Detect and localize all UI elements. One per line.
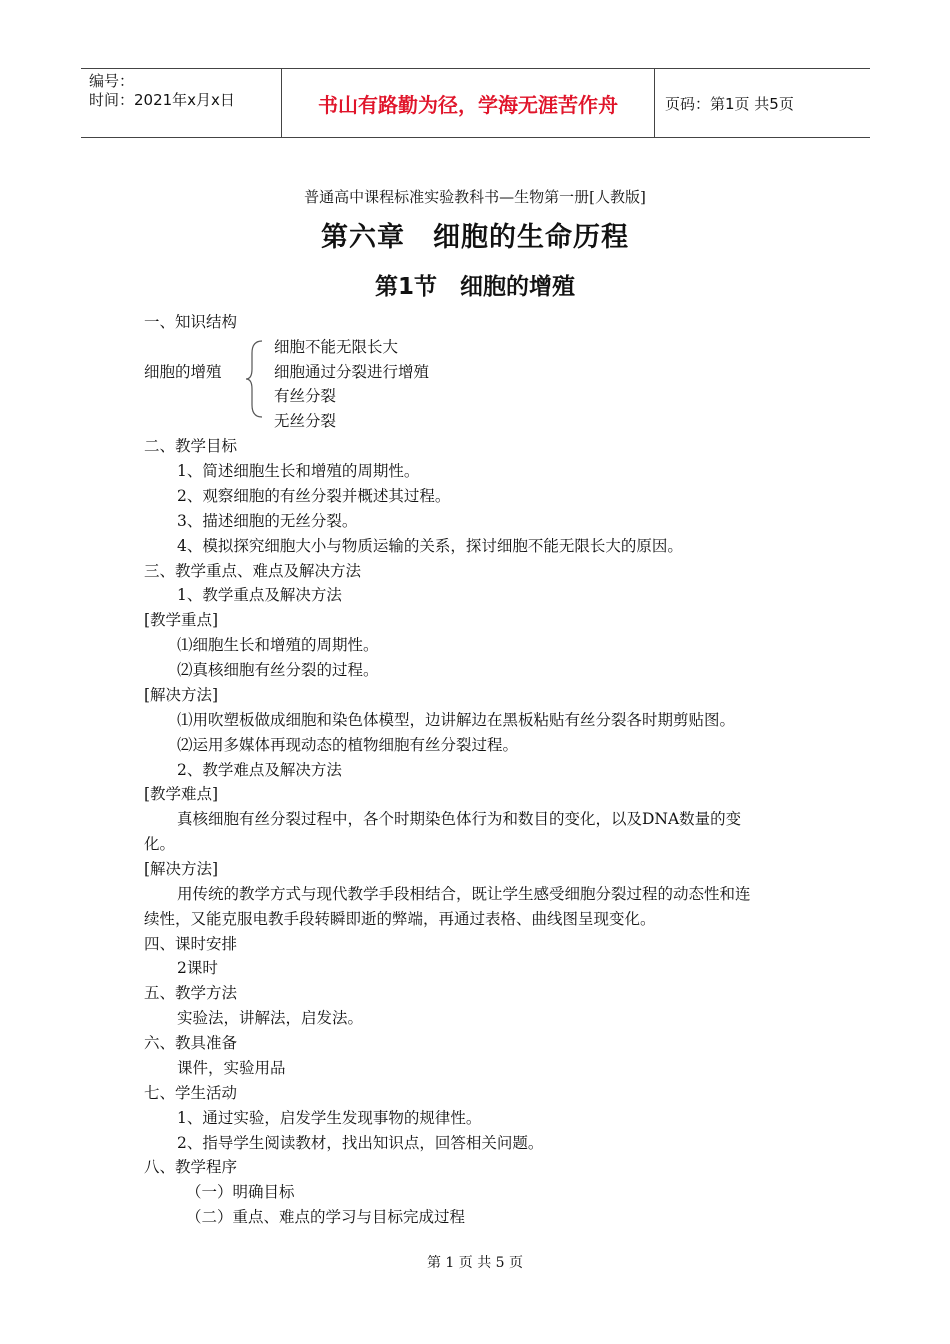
time-label: 时间：2021年x月x日 [89, 91, 235, 109]
goal-item: 2、观察细胞的有丝分裂并概述其过程。 [177, 487, 451, 505]
subheading-key: 1、教学重点及解决方法 [177, 586, 342, 604]
activity-item: 1、通过实验，启发学生发现事物的规律性。 [177, 1109, 482, 1127]
tree-item: 无丝分裂 [274, 412, 337, 430]
method-text: 用传统的教学方式与现代教学手段相结合，既让学生感受细胞分裂过程的动态性和连 [177, 885, 751, 903]
procedure-item: （二）重点、难点的学习与目标完成过程 [186, 1208, 466, 1226]
tools-text: 课件，实验用品 [177, 1059, 286, 1077]
activity-item: 2、指导学生阅读教材，找出知识点，回答相关问题。 [177, 1134, 544, 1152]
key-point: ⑴细胞生长和增殖的周期性。 [177, 636, 379, 654]
goal-item: 3、描述细胞的无丝分裂。 [177, 512, 358, 530]
chapter-title: 第六章 细胞的生命历程 [321, 222, 629, 253]
section-title: 第1节 细胞的增殖 [374, 274, 575, 300]
motto-text: 书山有路勤为径，学海无涯苦作舟 [318, 92, 618, 117]
tree-item: 细胞通过分裂进行增殖 [274, 363, 430, 381]
heading-tools: 六、教具准备 [144, 1034, 238, 1052]
page-footer: 第 1 页 共 5 页 [426, 1255, 524, 1271]
tree-item: 有丝分裂 [274, 387, 337, 405]
method-label: [解决方法] [144, 686, 219, 704]
heading-methods: 五、教学方法 [144, 984, 238, 1002]
difficult-text-cont: 化。 [144, 835, 176, 853]
page-info: 页码：第1页 共5页 [665, 94, 794, 113]
hours-text: 2课时 [177, 959, 218, 977]
heading-activities: 七、学生活动 [144, 1084, 238, 1102]
method-label: [解决方法] [144, 860, 219, 878]
motto-cell [282, 69, 655, 137]
methods-text: 实验法，讲解法，启发法。 [177, 1009, 364, 1027]
heading-procedure: 八、教学程序 [144, 1158, 238, 1176]
number-label: 编号： [89, 72, 135, 90]
brace-icon [244, 339, 264, 419]
page-info-cell [655, 69, 870, 137]
method-text-cont: 续性，又能克服电教手段转瞬即逝的弊端，再通过表格、曲线图呈现变化。 [144, 910, 656, 928]
key-label: [教学重点] [144, 611, 219, 629]
heading-goals: 二、教学目标 [144, 437, 238, 455]
procedure-item: （一）明确目标 [186, 1183, 295, 1201]
tree-item: 细胞不能无限长大 [274, 338, 399, 356]
method-item: ⑵运用多媒体再现动态的植物细胞有丝分裂过程。 [177, 736, 519, 754]
key-point: ⑵真核细胞有丝分裂的过程。 [177, 661, 379, 679]
tree-root: 细胞的增殖 [144, 363, 222, 381]
header-table [81, 68, 870, 138]
heading-key-difficult: 三、教学重点、难点及解决方法 [144, 562, 362, 580]
doc-subtitle: 普通高中课程标准实验教科书—生物第一册[人教版] [304, 188, 646, 206]
difficult-text: 真核细胞有丝分裂过程中，各个时期染色体行为和数目的变化，以及DNA数量的变 [177, 810, 742, 828]
subheading-difficult: 2、教学难点及解决方法 [177, 761, 342, 779]
goal-item: 4、模拟探究细胞大小与物质运输的关系，探讨细胞不能无限长大的原因。 [177, 537, 683, 555]
method-item: ⑴用吹塑板做成细胞和染色体模型，边讲解边在黑板粘贴有丝分裂各时期剪贴图。 [177, 711, 736, 729]
difficult-label: [教学难点] [144, 785, 219, 803]
header-meta-cell [81, 69, 282, 137]
goal-item: 1、简述细胞生长和增殖的周期性。 [177, 462, 420, 480]
heading-knowledge: 一、知识结构 [144, 313, 238, 331]
heading-hours: 四、课时安排 [144, 935, 238, 953]
